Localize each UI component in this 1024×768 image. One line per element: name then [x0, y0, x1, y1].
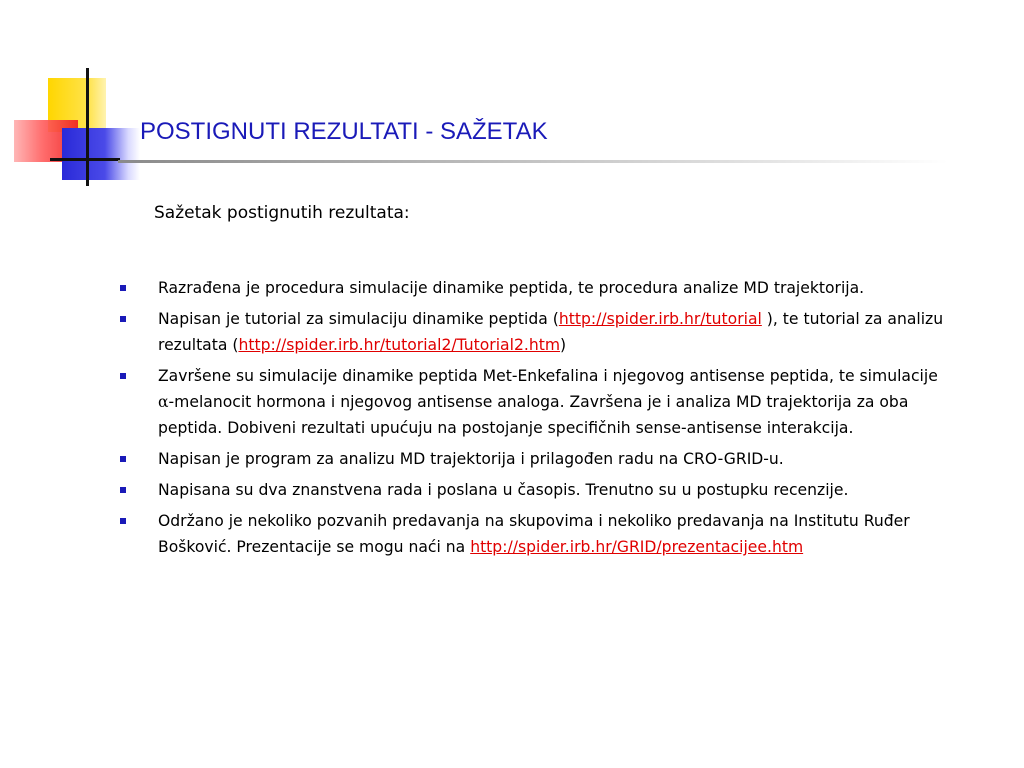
- square-bullet-icon: [120, 285, 126, 291]
- list-item: [118, 446, 948, 472]
- bullet-text-part: Napisan je tutorial za simulaciju dinamike peptida (: [158, 310, 559, 328]
- list-item: [118, 306, 948, 358]
- logo-vertical-line: [86, 68, 89, 186]
- bullet-text-part: Razrađena je procedura simulacije dinamike peptida, te procedura analize MD trajektorija.: [158, 279, 865, 297]
- bullet-text: [158, 446, 948, 472]
- bullet-text-part: ): [560, 336, 567, 354]
- slide-subtitle: Sažetak postignutih rezultata:: [154, 203, 410, 223]
- bullet-text: [158, 306, 948, 358]
- tutorial2-link[interactable]: http://spider.irb.hr/tutorial2/Tutorial2.htm: [238, 336, 561, 354]
- square-bullet-icon: [120, 456, 126, 462]
- bullet-text: [158, 508, 948, 560]
- square-bullet-icon: [120, 487, 126, 493]
- square-bullet-icon: [120, 316, 126, 322]
- bullet-text-part: ), te tutorial za analizu rezultata (: [158, 310, 944, 354]
- bullet-text: [158, 477, 948, 503]
- square-bullet-icon: [120, 373, 126, 379]
- logo-blue-square: [62, 128, 140, 180]
- title-underline: [118, 160, 948, 163]
- logo-horizontal-line: [50, 158, 120, 161]
- bullet-text: [158, 275, 948, 301]
- prezentacije-link[interactable]: http://spider.irb.hr/GRID/prezentacijee.htm: [470, 538, 804, 556]
- bullet-text-part: Napisan je program za analizu MD trajektorija i prilagođen radu na CRO-GRID-u.: [158, 450, 784, 468]
- bullet-text: [158, 363, 948, 441]
- list-item: [118, 477, 948, 503]
- list-item: [118, 363, 948, 441]
- bullet-text-part: Završene su simulacije dinamike peptida Met-Enkefalina i njegovog antisense peptida, te simulacije: [158, 367, 938, 385]
- bullet-text-part: -melanocit hormona i njegovog antisense analoga. Završena je i analiza MD trajektorija za oba peptida. Dobiveni rezultati upućuju na postojanje specifičnih sense-antisense interakcija.: [158, 393, 909, 437]
- list-item: [118, 275, 948, 301]
- decorative-logo: [0, 0, 160, 200]
- tutorial-link[interactable]: http://spider.irb.hr/tutorial: [558, 310, 762, 328]
- bullet-list: [118, 275, 948, 565]
- square-bullet-icon: [120, 518, 126, 524]
- bullet-text-part: Napisana su dva znanstvena rada i poslana u časopis. Trenutno su u postupku recenzije.: [158, 481, 849, 499]
- alpha-symbol: α: [158, 393, 169, 411]
- bullet-text-part: Održano je nekoliko pozvanih predavanja na skupovima i nekoliko predavanja na Institutu Ruđer Bošković. Prezentacije se mogu naći na: [158, 512, 910, 556]
- slide-title: POSTIGNUTI REZULTATI - SAŽETAK: [140, 118, 548, 145]
- list-item: [118, 508, 948, 560]
